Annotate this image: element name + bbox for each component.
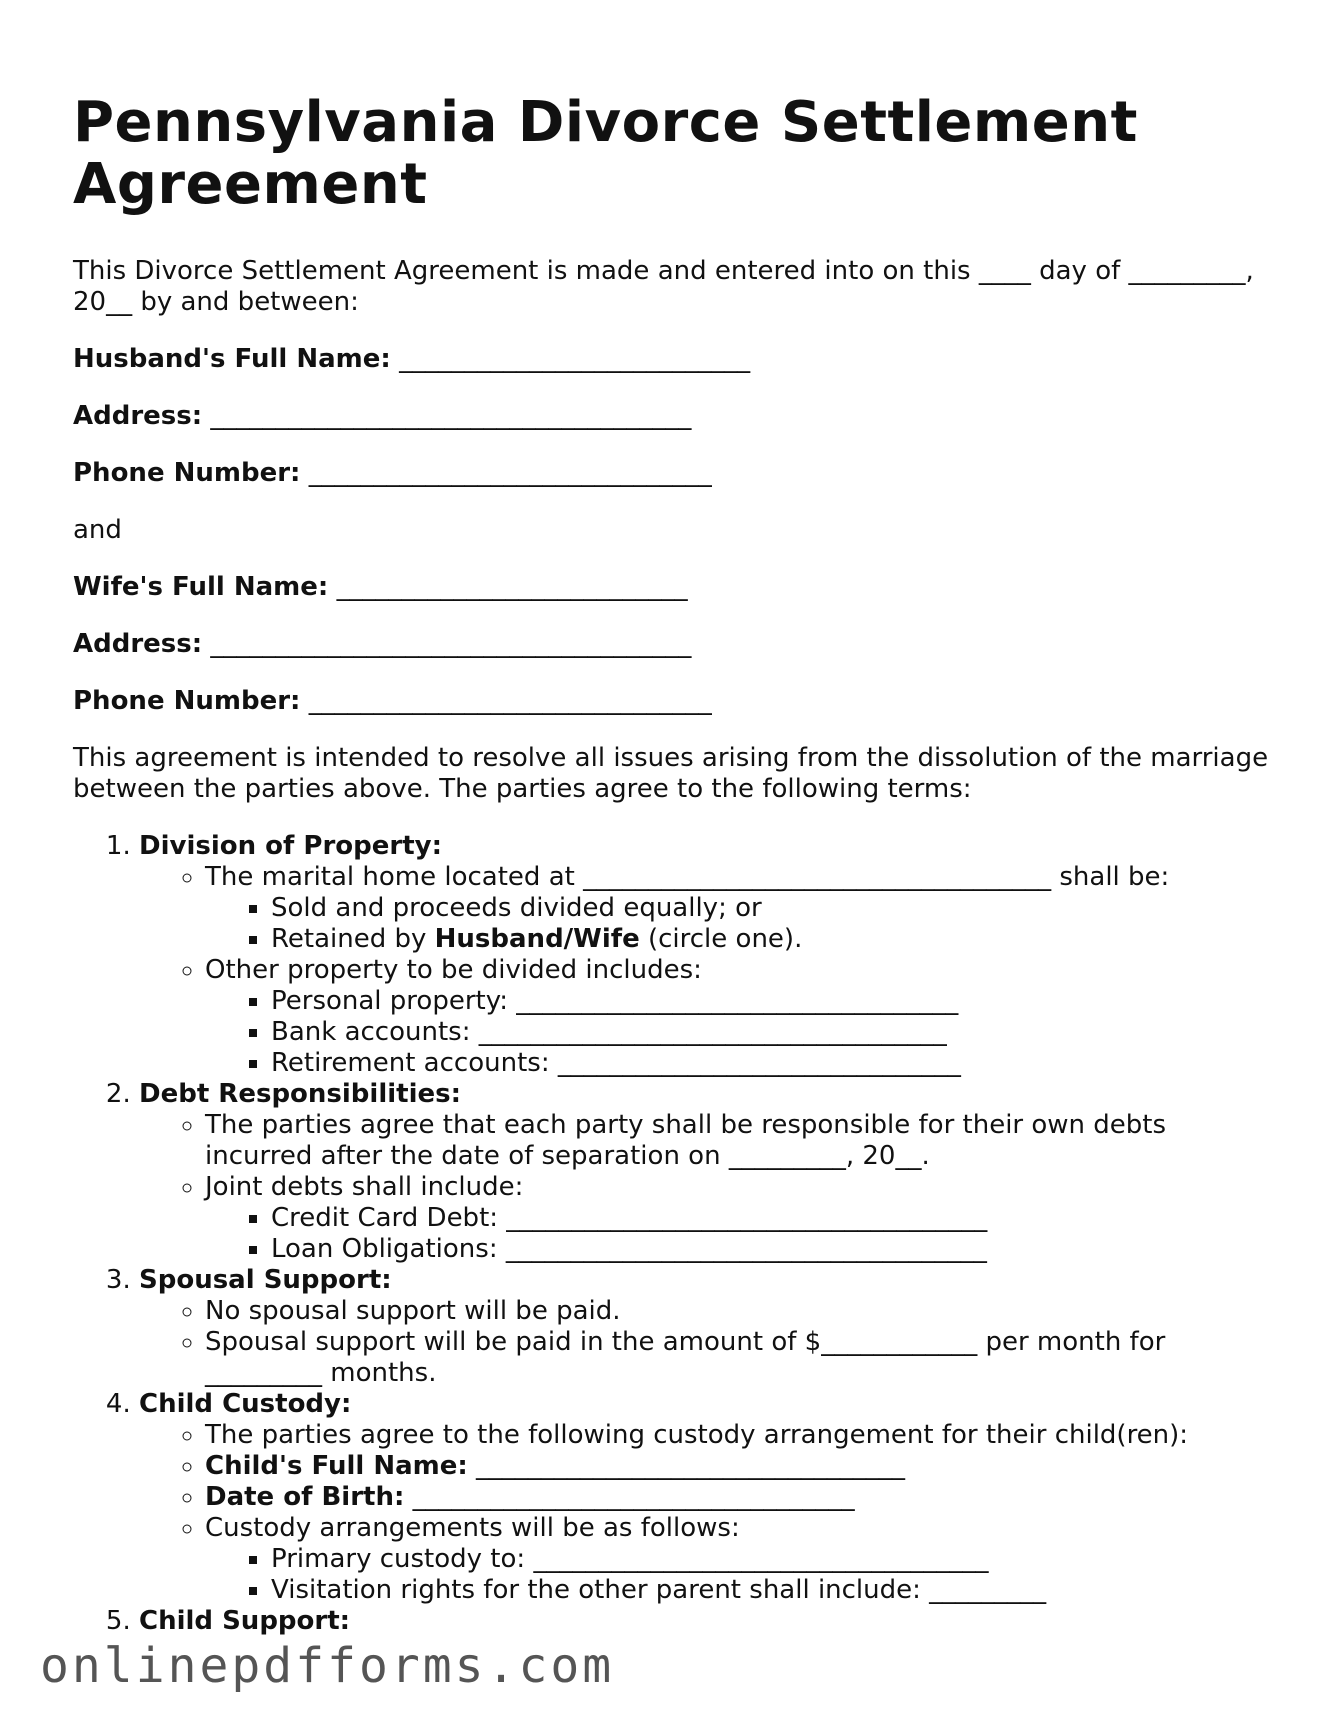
- wife-name-label: Wife's Full Name:: [73, 572, 329, 602]
- retirement-accounts-field[interactable]: ▪ Retirement accounts: _______________________________: [271, 1048, 1273, 1079]
- retained-post: (circle one).: [639, 924, 803, 954]
- child-name-field[interactable]: [205, 1451, 1273, 1482]
- wife-name-field[interactable]: [73, 572, 1273, 603]
- separation-date-field[interactable]: ◦ The parties agree that each party shall be responsible for their own debts incurred after the date of separation on _________, 20__.: [205, 1110, 1273, 1172]
- other-property-list: [205, 986, 1273, 1079]
- document-title: Pennsylvania Divorce Settlement Agreement: [73, 90, 1138, 217]
- marital-home-options: [205, 893, 1273, 955]
- terms-list: [73, 831, 1273, 1637]
- document-page: [73, 92, 1273, 1637]
- husband-phone-label: Phone Number:: [73, 458, 301, 488]
- credit-card-debt-field[interactable]: ▪ Credit Card Debt: _____________________________________: [271, 1203, 1273, 1234]
- custody-heading: Child Custody:: [139, 1389, 352, 1419]
- personal-property-field[interactable]: ▪ Personal property: __________________________________: [271, 986, 1273, 1017]
- husband-phone-field[interactable]: [73, 458, 1273, 489]
- marital-home-text[interactable]: The marital home located at ____________________________________ shall be:: [205, 862, 1170, 892]
- custody-list: [139, 1420, 1273, 1606]
- list-item: [205, 1172, 1273, 1265]
- husband-address-field[interactable]: [73, 401, 1273, 432]
- watermark: onlinepdfforms.com: [40, 1638, 615, 1694]
- husband-address-blank[interactable]: _____________________________________: [210, 401, 692, 431]
- section-debt: [139, 1079, 1273, 1265]
- custody-agree-text: ◦ The parties agree to the following custody arrangement for their child(ren):: [205, 1420, 1273, 1451]
- husband-wife-choice[interactable]: Husband/Wife: [434, 924, 640, 954]
- husband-address-label: Address:: [73, 401, 203, 431]
- husband-phone-blank[interactable]: _______________________________: [308, 458, 712, 488]
- list-item: [271, 924, 1273, 955]
- list-item: [205, 955, 1273, 1079]
- dob-field[interactable]: [205, 1482, 1273, 1513]
- no-spousal-support-option: ◦ No spousal support will be paid.: [205, 1296, 1273, 1327]
- purpose-paragraph: This agreement is intended to resolve all issues arising from the dissolution of the marriage between the parties above. The parties agree to the following terms:: [73, 743, 1269, 804]
- wife-phone-label: Phone Number:: [73, 686, 301, 716]
- wife-address-blank[interactable]: _____________________________________: [210, 629, 692, 659]
- bank-accounts-field[interactable]: ▪ Bank accounts: ____________________________________: [271, 1017, 1273, 1048]
- primary-custody-field[interactable]: ▪ Primary custody to: ___________________________________: [271, 1544, 1273, 1575]
- debt-list: [139, 1110, 1273, 1265]
- spousal-amount-field[interactable]: ◦ Spousal support will be paid in the amount of $____________ per month for _________ months.: [205, 1327, 1273, 1389]
- section-child-custody: [139, 1389, 1273, 1606]
- loan-obligations-field[interactable]: ▪ Loan Obligations: _____________________________________: [271, 1234, 1273, 1265]
- debt-heading: Debt Responsibilities:: [139, 1079, 462, 1109]
- custody-arrangements-text: Custody arrangements will be as follows:: [205, 1513, 740, 1543]
- wife-address-label: Address:: [73, 629, 203, 659]
- other-property-text: Other property to be divided includes:: [205, 955, 702, 985]
- and-text: and: [73, 515, 122, 545]
- section-child-support: [139, 1606, 1273, 1637]
- section-property: [139, 831, 1273, 1079]
- wife-phone-blank[interactable]: _______________________________: [308, 686, 712, 716]
- wife-name-blank[interactable]: ___________________________: [336, 572, 688, 602]
- husband-name-field[interactable]: [73, 344, 1273, 375]
- list-item: [205, 1513, 1273, 1606]
- wife-address-field[interactable]: [73, 629, 1273, 660]
- intro-paragraph: This Divorce Settlement Agreement is made and entered into on this ____ day of _________, 20__ by and between:: [73, 256, 1254, 317]
- dob-label: Date of Birth:: [205, 1482, 405, 1512]
- joint-debts-text: Joint debts shall include:: [205, 1172, 524, 1202]
- list-item: [205, 862, 1273, 955]
- custody-arrangements-list: [205, 1544, 1273, 1606]
- wife-phone-field[interactable]: [73, 686, 1273, 717]
- list-item: ▪ Sold and proceeds divided equally; or: [271, 893, 1273, 924]
- property-heading: Division of Property:: [139, 831, 442, 861]
- child-name-label: Child's Full Name:: [205, 1451, 468, 1481]
- retained-pre: Retained by: [271, 924, 435, 954]
- spousal-list: [139, 1296, 1273, 1389]
- property-list: [139, 862, 1273, 1079]
- joint-debts-list: [205, 1203, 1273, 1265]
- spousal-heading: Spousal Support:: [139, 1265, 392, 1295]
- child-support-heading: Child Support:: [139, 1606, 351, 1636]
- section-spousal-support: [139, 1265, 1273, 1389]
- child-name-blank[interactable]: _________________________________: [467, 1451, 906, 1481]
- husband-name-label: Husband's Full Name:: [73, 344, 391, 374]
- visitation-rights-field[interactable]: ▪ Visitation rights for the other parent shall include: _________: [271, 1575, 1273, 1606]
- husband-name-blank[interactable]: ___________________________: [399, 344, 751, 374]
- dob-blank[interactable]: __________________________________: [404, 1482, 855, 1512]
